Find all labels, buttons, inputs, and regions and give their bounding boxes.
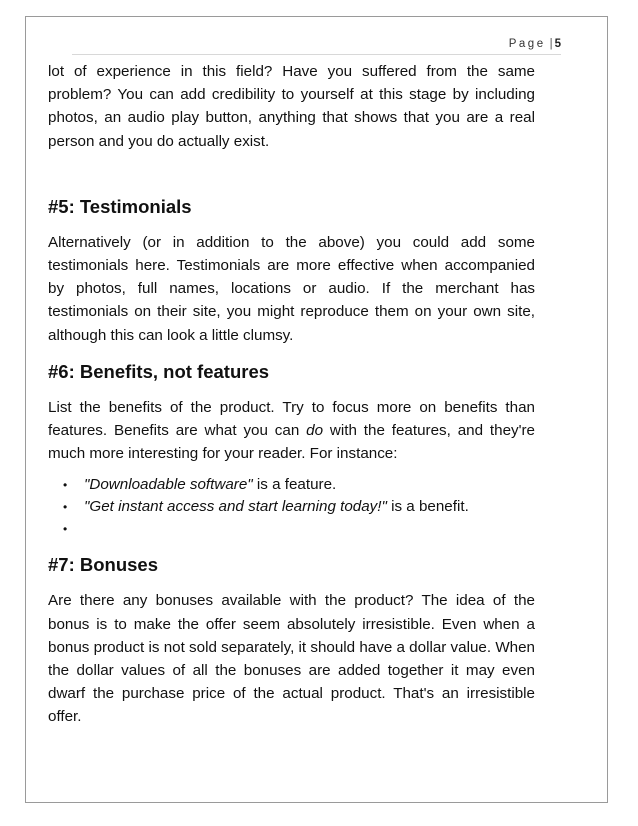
bullet-dot: • [63, 500, 68, 515]
page-content [48, 60, 535, 729]
bullet-italic-text: "Downloadable software" [84, 476, 253, 494]
bullet-item [48, 518, 535, 540]
section-paragraph-benefits [48, 396, 535, 466]
bullet-item [48, 496, 535, 518]
page-number: 5 [554, 38, 561, 50]
page-number-label [509, 38, 561, 50]
page-word: Page [508, 38, 546, 50]
section-heading-benefits: #6: Benefits, not features [48, 360, 270, 382]
benefits-bullet-list [48, 474, 535, 540]
bullet-dot: • [63, 478, 68, 493]
bullet-item [48, 474, 535, 496]
section-paragraph-testimonials: Alternatively (or in addition to the above) you could add some testimonials here. Testimonials are more effective when accompanied by photos, full names, locations or audio. If the merchant has testimonials on their site, you might reproduce them on your own site, although this can look a little clumsy. [48, 233, 535, 344]
section-paragraph-bonuses: Are there any bonuses available with the product? The idea of the bonus is to make the offer seem absolutely irresistible. Even when a bonus product is not sold separately, it should have a dollar value. When the dollar values of all the bonuses are added together it may even dwarf the purchase price of the actual product. That's an irresistible offer. [48, 592, 535, 726]
header-divider [72, 54, 561, 55]
benefits-text-emphasis: do [306, 422, 324, 440]
bullet-dot: • [63, 522, 68, 537]
intro-paragraph: lot of experience in this field? Have you suffered from the same problem? You can add credibility to yourself at this stage by including photos, an audio play button, anything that shows that you are a real person and you do actually exist. [48, 63, 535, 150]
benefits-text-part1: List the benefits of the product. Try to focus more on benefits than features. Benefits are what you can [48, 398, 535, 440]
benefits-text-part2: with the features, and they're much more interesting for your reader. For instance: [48, 422, 536, 463]
bullet-rest-text: is a benefit. [386, 498, 469, 516]
section-heading-bonuses: #7: Bonuses [48, 554, 159, 576]
bullet-italic-text: "Get instant access and start learning today!" [84, 498, 387, 516]
bullet-rest-text: is a feature. [252, 476, 337, 494]
page-separator: | [549, 38, 553, 50]
section-heading-testimonials: #5: Testimonials [48, 195, 192, 217]
